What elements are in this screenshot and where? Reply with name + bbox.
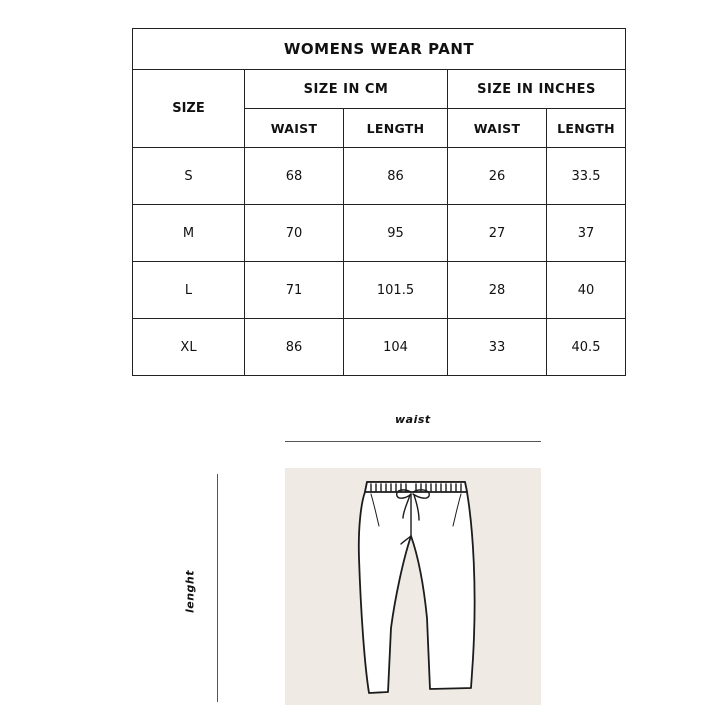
waist-inches-cell: 27 [448, 205, 547, 262]
pant-illustration-panel [285, 468, 541, 705]
waist-cm-cell: 68 [245, 148, 344, 205]
size-cell: S [133, 148, 245, 205]
size-in-inches-header: SIZE IN INCHES [448, 70, 626, 109]
length-inches-cell: 33.5 [547, 148, 626, 205]
table-title: WOMENS WEAR PANT [133, 29, 626, 70]
pant-illustration [285, 468, 541, 705]
size-header: SIZE [133, 70, 245, 148]
length-measure-label: lenght [183, 569, 197, 614]
waist-inches-cell: 33 [448, 319, 547, 376]
length-cm-cell: 104 [344, 319, 448, 376]
table-row [133, 319, 626, 376]
length-cm-header: LENGTH [344, 109, 448, 148]
length-inches-header: LENGTH [547, 109, 626, 148]
length-cm-cell: 95 [344, 205, 448, 262]
waist-inches-cell: 28 [448, 262, 547, 319]
size-cell: M [133, 205, 245, 262]
length-cm-cell: 86 [344, 148, 448, 205]
table-row [133, 148, 626, 205]
waist-cm-cell: 70 [245, 205, 344, 262]
length-measure-line [217, 474, 218, 702]
waist-cm-cell: 71 [245, 262, 344, 319]
table-row [133, 262, 626, 319]
size-cell: L [133, 262, 245, 319]
waist-inches-cell: 26 [448, 148, 547, 205]
waist-measure-label: waist [395, 413, 431, 426]
length-inches-cell: 40.5 [547, 319, 626, 376]
waist-measure-line [285, 441, 541, 442]
table-row [133, 205, 626, 262]
size-cell: XL [133, 319, 245, 376]
size-chart-table [132, 28, 626, 376]
length-inches-cell: 37 [547, 205, 626, 262]
waist-cm-cell: 86 [245, 319, 344, 376]
waist-inches-header: WAIST [448, 109, 547, 148]
length-inches-cell: 40 [547, 262, 626, 319]
length-cm-cell: 101.5 [344, 262, 448, 319]
size-in-cm-header: SIZE IN CM [245, 70, 448, 109]
waist-cm-header: WAIST [245, 109, 344, 148]
